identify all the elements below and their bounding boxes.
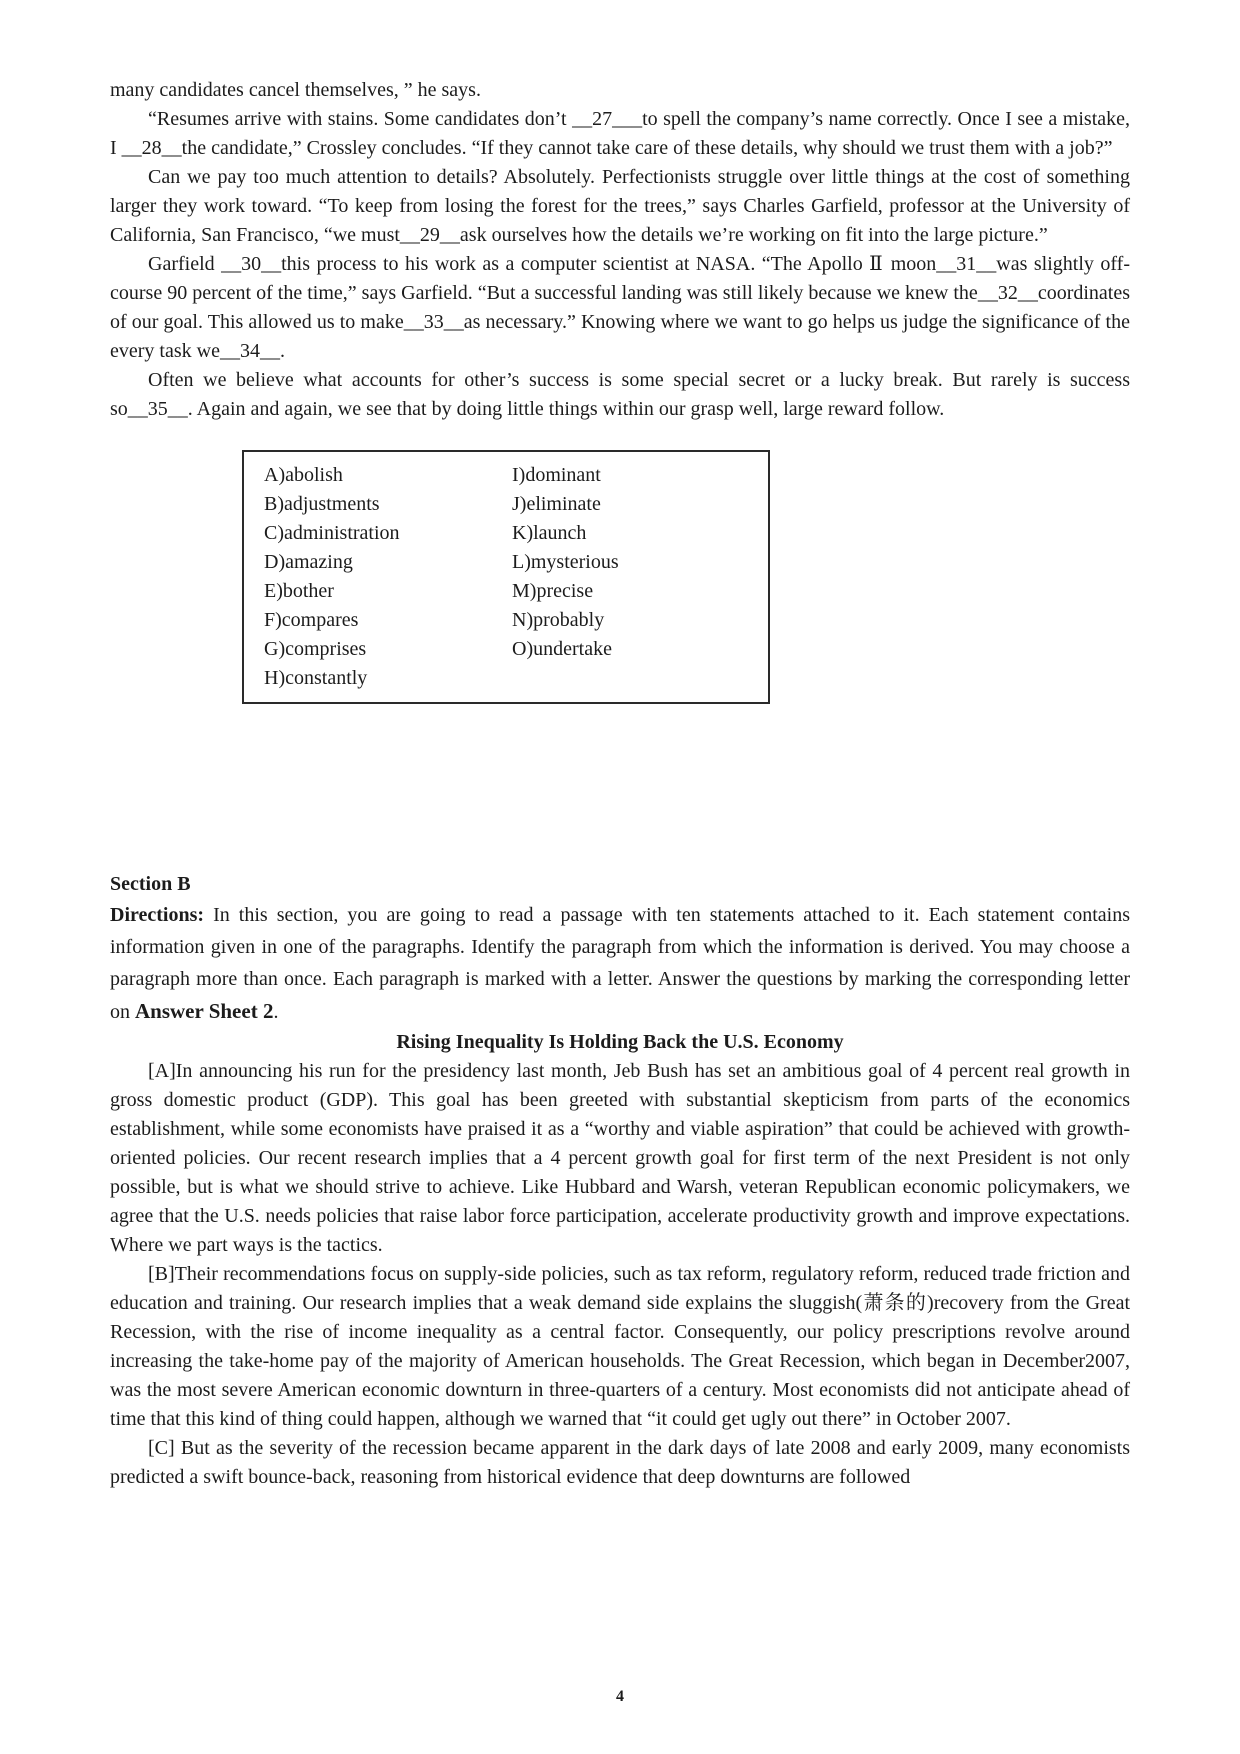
passage-title: Rising Inequality Is Holding Back the U.S. Economy [396,1031,844,1053]
word-option-n: N)probably [512,609,605,631]
word-option-e: E)bother [264,580,334,602]
cloze-paragraph-details: Can we pay too much attention to details? Absolutely. Perfectionists struggle over little things at the cost of something larger they work toward. “To keep from losing the forest for the trees,” says Charles Garfield, professor at the University of California, San Francisco, “we must__29__ask ourselves how the details we’re working on fit into the large picture.” [110,166,1130,246]
word-option-i: I)dominant [512,464,601,486]
word-bank-left-column [264,461,512,693]
word-bank-right-column [512,461,758,693]
cloze-paragraph-garfield: Garfield __30__this process to his work as a computer scientist at NASA. “The Apollo Ⅱ moon__31__was slightly off-course 90 percent of the time,” says Garfield. “But a successful landing was still likely because we knew the__32__coordinates of our goal. This allowed us to make__33__as necessary.” Knowing where we want to go helps us judge the significance of the every task we__34__. [110,253,1130,362]
directions-body: In this section, you are going to read a passage with ten statements attached to it. Each statement contains information given in one of the paragraphs. Identify the paragraph from which the information is derived. You may choose a paragraph more than once. Each paragraph is marked with a letter. Answer the questions by marking the corresponding letter on [110,904,1130,1023]
passage-paragraph-a: [A]In announcing his run for the presidency last month, Jeb Bush has set an ambitious goal of 4 percent real growth in gross domestic product (GDP). This goal has been greeted with substantial skepticism from parts of the economics establishment, while some economists have praised it as a “worthy and viable aspiration” that could be achieved with growth-oriented policies. Our recent research implies that a 4 percent growth goal for first term of the next President is not only possible, but is what we should strive to achieve. Like Hubbard and Warsh, veteran Republican economic policymakers, we agree that the U.S. needs policies that raise labor force participation, accelerate productivity growth and improve expectations. Where we part ways is the tactics. [110,1060,1130,1256]
word-option-m: M)precise [512,580,594,602]
word-option-f: F)compares [264,609,359,631]
page-number: 4 [616,1688,624,1705]
cloze-paragraph-resumes: “Resumes arrive with stains. Some candidates don’t __27___to spell the company’s name correctly. Once I see a mistake, I __28__the candidate,” Crossley concludes. “If they cannot take care of these details, why should we trust them with a job?” [110,108,1130,159]
cloze-paragraph-continuation: many candidates cancel themselves, ” he says. [110,79,481,101]
word-bank-box [242,450,770,704]
answer-sheet-label: Answer Sheet 2 [135,999,274,1023]
word-option-d: D)amazing [264,551,353,573]
directions-label: Directions: [110,904,205,926]
passage-paragraph-b: [B]Their recommendations focus on supply-side policies, such as tax reform, regulatory reform, reduced trade friction and education and training. Our research implies that a weak demand side explains the sluggish(萧条的)recovery from the Great Recession, with the rise of income inequality as a central factor. Consequently, our policy prescriptions revolve around increasing the take-home pay of the majority of American households. The Great Recession, which began in December2007, was the most severe American economic downturn in three-quarters of a century. Most economists did not anticipate ahead of time that this kind of thing could happen, although we warned that “it could get ugly out there” in October 2007. [110,1263,1130,1430]
word-option-c: C)administration [264,522,400,544]
word-option-a: A)abolish [264,464,343,486]
passage-paragraph-c: [C] But as the severity of the recession became apparent in the dark days of late 2008 and early 2009, many economists predicted a swift bounce-back, reasoning from historical evidence that deep downturns are followed [110,1437,1130,1488]
word-option-h: H)constantly [264,667,368,689]
word-bank-columns [264,461,758,693]
directions-period: . [273,1001,279,1023]
section-b-directions [110,899,1130,1028]
word-option-k: K)launch [512,522,587,544]
word-option-l: L)mysterious [512,551,619,573]
word-option-j: J)eliminate [512,493,601,515]
word-option-o: O)undertake [512,638,612,660]
cloze-paragraph-success: Often we believe what accounts for other’s success is some special secret or a lucky break. But rarely is success so__35__. Again and again, we see that by doing little things within our grasp well, large reward follow. [110,369,1130,420]
word-option-b: B)adjustments [264,493,380,515]
word-option-g: G)comprises [264,638,367,660]
section-b-heading: Section B [110,873,191,895]
